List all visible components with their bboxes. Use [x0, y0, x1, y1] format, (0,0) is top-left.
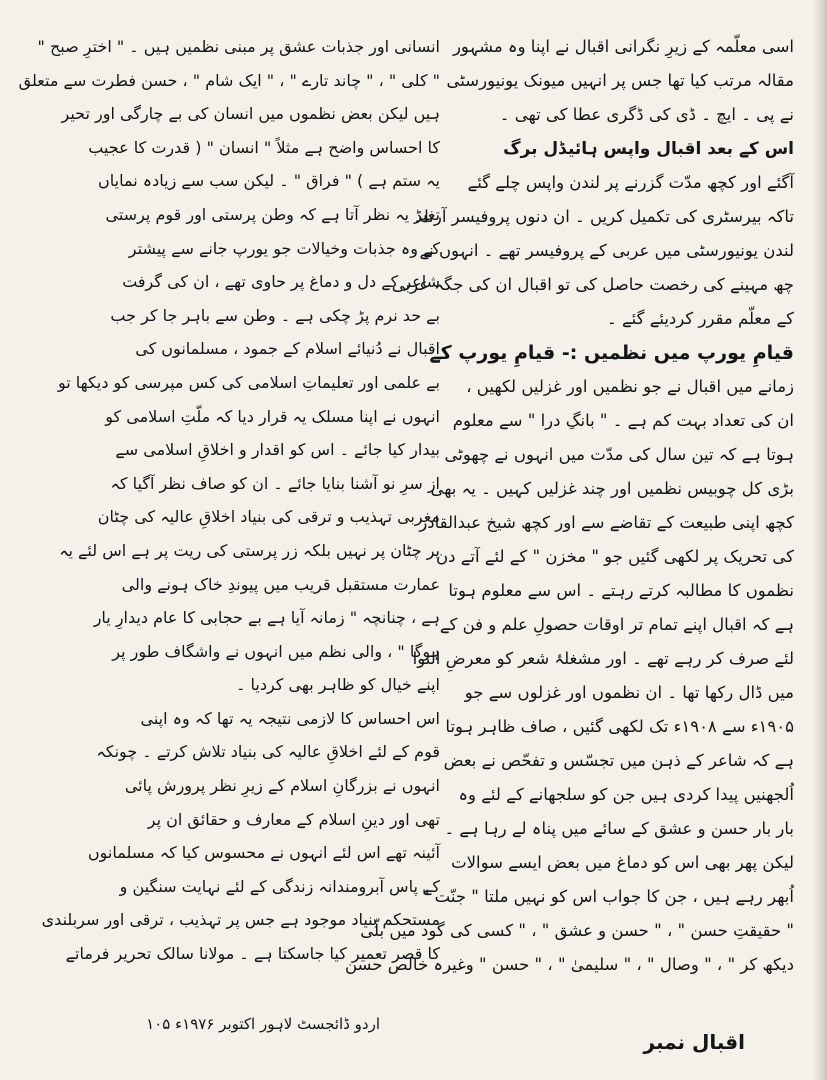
paragraph-line: شاعر کے دل و دماغ پر حاوی تھے ، ان کی گرفت	[122, 272, 440, 292]
page-edge	[813, 0, 827, 1080]
paragraph-line: اُبھر رہے ہیں ، جن کا جواب اس کو نہیں ملتا " جنّت "	[421, 887, 794, 906]
paragraph-line: مستحکم بنیاد موجود ہے جس پر تہذیب ، ترقی اور سربلندی	[41, 910, 440, 930]
paragraph-line: ہے کہ اقبال اپنے تمام تر اوقات حصولِ علم و فن کے	[439, 615, 794, 634]
paragraph-line: بے علمی اور تعلیماتِ اسلامی کی کس مپرسی کو دیکھا تو	[57, 372, 440, 392]
paragraph-line: کا احساس واضح ہے مثلاً " انسان " ( قدرت کا عجیب	[88, 137, 440, 157]
paragraph-line: قوم کے لئے اخلاقِ عالیہ کی بنیاد تلاش کرتے ۔ چونکہ	[96, 742, 440, 762]
page-footer-magazine: اردو ڈائجسٹ لاہور اکتوبر ۱۹۷۶ء ۱۰۵	[146, 1015, 380, 1033]
paragraph-line: نے پی ۔ ایچ ۔ ڈی کی ڈگری عطا کی تھی ۔	[499, 105, 794, 124]
paragraph-line: ہیں لیکن بعض نظموں میں انسان کی بے چارگی اور تحیر	[61, 104, 440, 124]
paragraph-line: ہے ، چنانچہ " زمانہ آیا ہے بے حجابی کا عام دیدارِ یار	[93, 608, 440, 628]
paragraph-line: از سرِ نو آشنا بنایا جائے ۔ ان کو صاف نظر آگیا کہ	[110, 473, 440, 493]
paragraph-line: کی تحریک پر لکھی گئیں جو " مخزن " کے لئے آتے دن	[436, 547, 794, 566]
right-text-column	[344, 30, 794, 982]
paragraph-line: پر چٹان پر نہیں بلکہ زر پرستی کی ریت پر ہے اس لئے یہ	[59, 540, 440, 560]
paragraph-line: اس احساس کا لازمی نتیجہ یہ تھا کہ وہ اپنی	[140, 708, 440, 728]
paragraph-line: آئینہ تھے اس لئے انہوں نے محسوس کیا کہ مسلمانوں	[87, 843, 440, 863]
paragraph-line: کے پاس آبرومندانہ زندگی کے لئے نہایت سنگین و	[119, 876, 440, 896]
paragraph-line: مقالہ مرتب کیا تھا جس پر انہیں میونک یونیورسٹی	[446, 71, 794, 90]
paragraph-line: میں ڈال رکھا تھا ۔ ان نظموں اور غزلوں سے جو	[464, 683, 794, 702]
paragraph-line: بار بار حسن و عشق کے سائے میں پناہ لے رہا ہے ۔	[444, 819, 794, 838]
left-text-column	[18, 30, 440, 971]
paragraph-line: زمانے میں اقبال نے جو نظمیں اور غزلیں لکھیں ،	[466, 377, 794, 396]
paragraph-line: لندن یونیورسٹی میں عربی کے پروفیسر تھے ۔ انہوں نے	[419, 241, 794, 260]
paragraph-line: بڑی کل چوبیس نظمیں اور چند غزلیں کہیں ۔ یہ بھی	[430, 479, 794, 498]
paragraph-line: اس کے بعد اقبال واپس ہائیڈل برگ	[503, 139, 794, 159]
paragraph-line: چھ مہینے کی رخصت حاصل کی تو اقبال ان کی جگہ عربی	[391, 275, 794, 294]
paragraph-line: انہوں نے بزرگانِ اسلام کے زیرِ نظر پرورش پائی	[124, 776, 440, 796]
section-heading: قیامِ یورپ میں نظمیں :- قیامِ یورپ کے	[429, 342, 794, 364]
paragraph-line: انسانی اور جذبات عشق پر مبنی نظمیں ہیں ۔ " اخترِ صبح "	[37, 37, 440, 56]
paragraph-line: انہوں نے اپنا مسلک یہ قرار دیا کہ ملّتِ اسلامی کو	[105, 406, 440, 426]
paragraph-line: اقبال نے دُنیائے اسلام کے جمود ، مسلمانوں کی	[135, 339, 440, 359]
paragraph-line: دیکھ کر " ، " وصال " ، " سلیمیٰ " ، " حسن " وغیرہ خالص حسن	[344, 955, 794, 974]
paragraph-line: اُلجھنیں پیدا کردی ہیں جن کو سلجھانے کے لئے وہ	[458, 785, 794, 804]
paragraph-line: ہوگا " ، والی نظم میں انہوں نے واشگاف طور پر	[112, 641, 440, 661]
paragraph-line: مغربی تہذیب و ترقی کی بنیاد اخلاقِ عالیہ کی چٹان	[97, 507, 440, 527]
paragraph-line: عمارت مستقبل قریب میں پیوندِ خاک ہونے والی	[121, 574, 440, 594]
paragraph-line: تغیر یہ نظر آتا ہے کہ وطن پرستی اور قوم پرستی	[105, 204, 440, 224]
paragraph-line: کے معلّم مقرر کردیئے گئے ۔	[607, 309, 794, 328]
paragraph-line: لیکن پھر بھی اس کو دماغ میں بعض ایسے سوالات	[451, 853, 794, 872]
paragraph-line: " حقیقتِ حسن " ، " حسن و عشق " ، " کسی کی گود میں بلّی	[360, 921, 794, 940]
paragraph-line: یہ ستم ہے ) " فراق " ۔ لیکن سب سے زیادہ نمایاں	[98, 171, 440, 191]
paragraph-line: " کلی " ، " چاند تارے " ، " ایک شام " ، حسن فطرت سے متعلق	[18, 70, 440, 90]
paragraph-line: اپنے خیال کو ظاہر بھی کردیا ۔	[236, 675, 440, 695]
paragraph-line: کے وہ جذبات وخیالات جو یورپ جانے سے پیشتر	[128, 238, 440, 258]
paragraph-line: تاکہ بیرسٹری کی تکمیل کریں ۔ ان دنوں پروفیسر آرنلڈ	[415, 207, 794, 226]
paragraph-line: تھی اور دینِ اسلام کے معارف و حقائق ان پر	[147, 809, 440, 829]
paragraph-line: بے حد نرم پڑ چکی ہے ۔ وطن سے باہر جا کر جب	[110, 305, 440, 325]
paragraph-line: آگئے اور کچھ مدّت گزرنے پر لندن واپس چلے گئے	[467, 173, 794, 192]
paragraph-line: کچھ اپنی طبیعت کے تقاضے سے اور کچھ شیخ عبدالقادر	[419, 513, 794, 532]
paragraph-line: ہوتا ہے کہ تین سال کی مدّت میں انہوں نے چھوٹی	[444, 445, 794, 464]
paragraph-line: نظموں کا مطالبہ کرتے رہتے ۔ اس سے معلوم ہوتا	[448, 581, 794, 600]
paragraph-line: ان کی تعداد بہت کم ہے ۔ " بانگِ درا " سے معلوم	[452, 411, 794, 430]
paragraph-line: ہے کہ شاعر کے ذہن میں تجسّس و تفحّص نے بعض	[443, 751, 794, 770]
paragraph-line: اسی معلّمہ کے زیرِ نگرانی اقبال نے اپنا وہ مشہور	[452, 37, 794, 56]
paragraph-line: ۱۹۰۵ء سے ۱۹۰۸ء تک لکھی گئیں ، صاف ظاہر ہوتا	[445, 717, 794, 736]
page-footer-issue-label: اقبال نمبر	[643, 1030, 745, 1054]
paragraph-line: کا قصر تعمیر کیا جاسکتا ہے ۔ مولانا سالک تحریر فرماتے	[65, 944, 440, 964]
paragraph-line: بیدار کیا جائے ۔ اس کو اقدار و اخلاقِ اسلامی سے	[115, 440, 440, 460]
paragraph-line: لئے صرف کر رہے تھے ۔ اور مشغلۂ شعر کو معرضِ التوا	[412, 649, 794, 668]
